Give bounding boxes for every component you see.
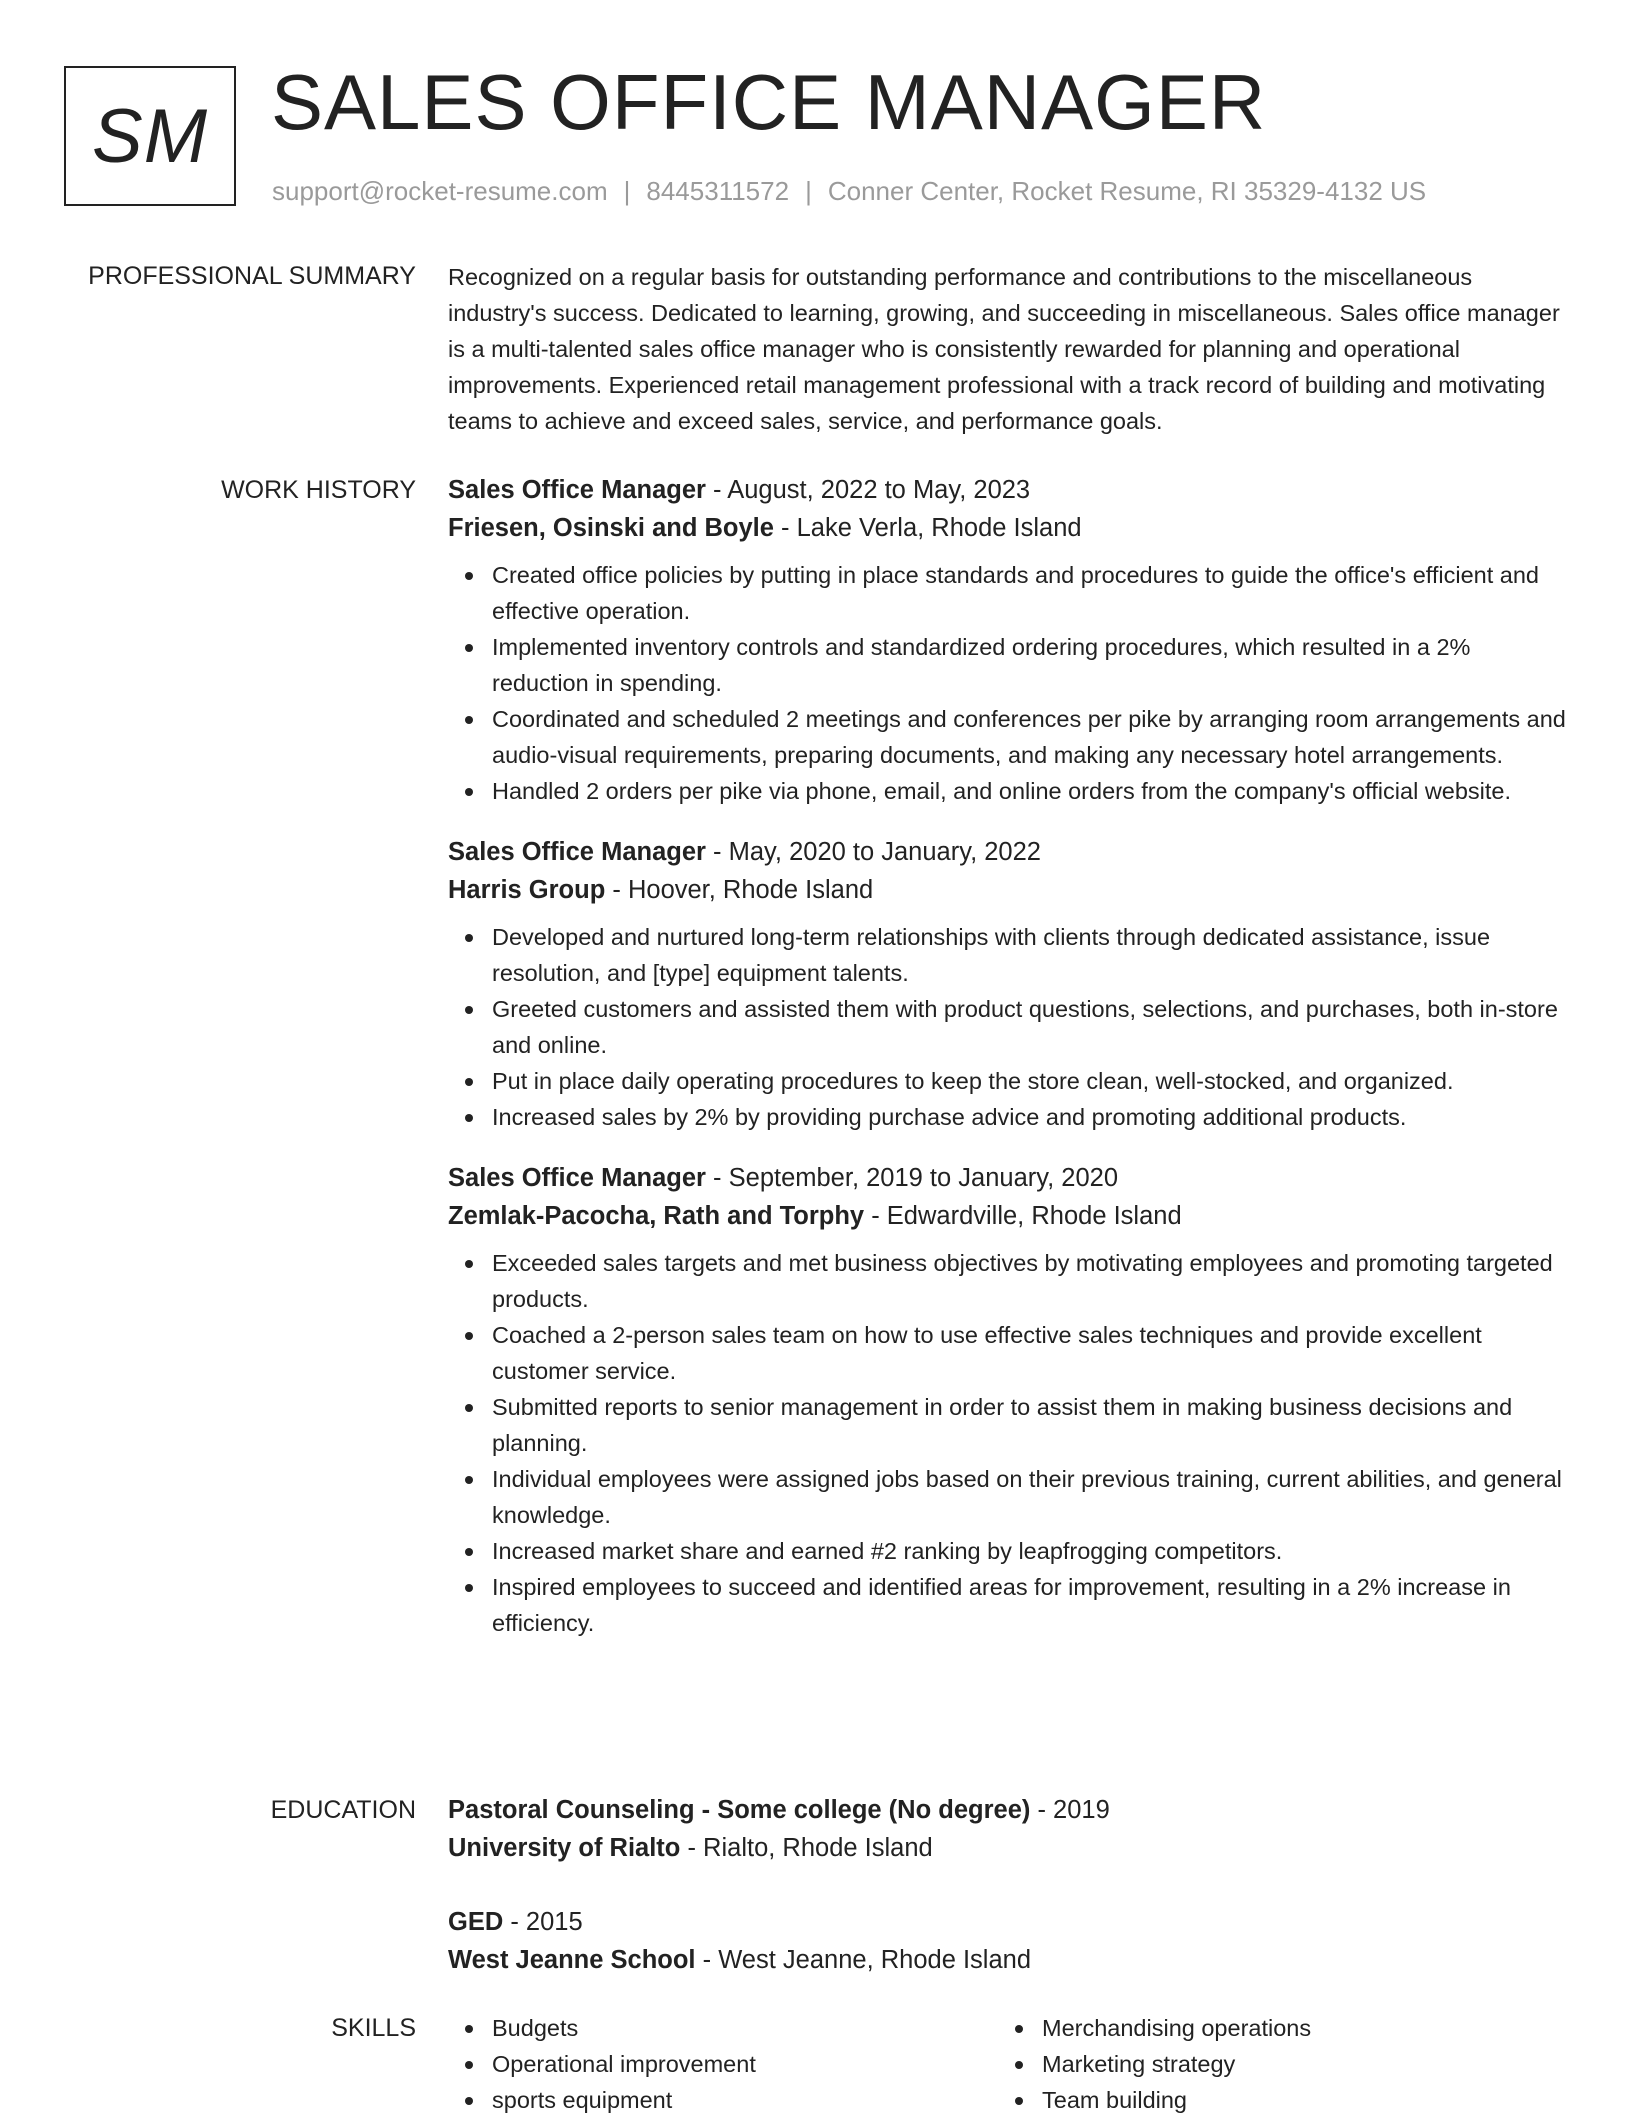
skill-item: Budgets	[492, 2010, 998, 2046]
education-degree-line	[448, 1903, 1568, 1941]
contact-address: Conner Center, Rocket Resume, RI 35329-4132 US	[827, 176, 1427, 206]
skills-column-right	[998, 2010, 1548, 2118]
education-school: West Jeanne School	[448, 1946, 696, 1974]
education-degree: Pastoral Counseling - Some college (No degree)	[448, 1796, 1031, 1824]
job-location: - Lake Verla, Rhode Island	[781, 514, 1082, 542]
education-location: - West Jeanne, Rhode Island	[702, 1946, 1032, 1974]
job-location: - Hoover, Rhode Island	[612, 876, 874, 904]
job-bullet: Handled 2 orders per pike via phone, email, and online orders from the company's official website.	[492, 773, 1568, 809]
job-bullet-list	[448, 1245, 1568, 1641]
education-school: University of Rialto	[448, 1834, 681, 1862]
education-entry	[448, 1903, 1568, 1979]
work-history-section	[448, 471, 1568, 1665]
job-bullet: Implemented inventory controls and standardized ordering procedures, which resulted in a 2% reduction in spending.	[492, 629, 1568, 701]
job-bullet-list	[448, 919, 1568, 1135]
skills-grid	[448, 2010, 1568, 2118]
section-label-education: EDUCATION	[270, 1796, 416, 1824]
job-bullet: Submitted reports to senior management in order to assist them in making business decisions and planning.	[492, 1389, 1568, 1461]
summary-section	[448, 259, 1568, 439]
job-bullet-list	[448, 557, 1568, 809]
job-company-line	[448, 871, 1568, 909]
section-label-work-history: WORK HISTORY	[221, 476, 416, 504]
job-dates: - September, 2019 to January, 2020	[713, 1164, 1119, 1192]
contact-line	[272, 174, 1426, 208]
job-company: Friesen, Osinski and Boyle	[448, 514, 774, 542]
job-company-line	[448, 509, 1568, 547]
education-degree-line	[448, 1791, 1568, 1829]
education-degree: GED	[448, 1908, 504, 1936]
section-label-skills: SKILLS	[331, 2014, 416, 2042]
job-dates: - August, 2022 to May, 2023	[713, 476, 1031, 504]
contact-separator: |	[805, 176, 812, 206]
contact-phone: 8445311572	[646, 176, 790, 206]
education-year: - 2015	[510, 1908, 583, 1936]
job-title-line	[448, 1159, 1568, 1197]
job-entry	[448, 1159, 1568, 1641]
job-title: Sales Office Manager	[448, 838, 706, 866]
job-company: Harris Group	[448, 876, 606, 904]
job-location: - Edwardville, Rhode Island	[871, 1202, 1182, 1230]
education-school-line	[448, 1829, 1568, 1867]
summary-text: Recognized on a regular basis for outstanding performance and contributions to the miscellaneous industry's success. Dedicated to learning, growing, and succeeding in miscellaneous. Sales office manager is a multi-talented sales office manager who is consistently rewarded for planning and operational improvements. Experienced retail management professional with a track record of building and motivating teams to achieve and exceed sales, service, and performance goals.	[448, 264, 1560, 434]
job-company-line	[448, 1197, 1568, 1235]
education-year: - 2019	[1037, 1796, 1110, 1824]
job-title: Sales Office Manager	[448, 1164, 706, 1192]
job-bullet: Inspired employees to succeed and identified areas for improvement, resulting in a 2% increase in efficiency.	[492, 1569, 1568, 1641]
job-company: Zemlak-Pacocha, Rath and Torphy	[448, 1202, 865, 1230]
education-section	[448, 1791, 1568, 2015]
education-entry	[448, 1791, 1568, 1867]
skill-item: Operational improvement	[492, 2046, 998, 2082]
contact-separator: |	[623, 176, 631, 206]
education-list	[448, 1791, 1568, 1979]
section-label-summary: PROFESSIONAL SUMMARY	[88, 262, 416, 290]
skills-section	[448, 2010, 1568, 2118]
job-bullet: Exceeded sales targets and met business objectives by motivating employees and promoting targeted products.	[492, 1245, 1568, 1317]
education-school-line	[448, 1941, 1568, 1979]
job-bullet: Increased sales by 2% by providing purchase advice and promoting additional products.	[492, 1099, 1568, 1135]
skills-list-right	[998, 2010, 1548, 2118]
job-entry	[448, 833, 1568, 1135]
job-bullet: Coordinated and scheduled 2 meetings and conferences per pike by arranging room arrangements and audio-visual requirements, preparing documents, and making any necessary hotel arrangements.	[492, 701, 1568, 773]
skill-item: Merchandising operations	[1042, 2010, 1548, 2046]
skills-list-left	[448, 2010, 998, 2118]
monogram-logo: SM	[64, 66, 236, 206]
job-list	[448, 471, 1568, 1641]
job-dates: - May, 2020 to January, 2022	[713, 838, 1041, 866]
job-title-line	[448, 833, 1568, 871]
skill-item: Marketing strategy	[1042, 2046, 1548, 2082]
job-bullet: Individual employees were assigned jobs based on their previous training, current abilities, and general knowledge.	[492, 1461, 1568, 1533]
skill-item: Team building	[1042, 2082, 1548, 2118]
job-bullet: Coached a 2-person sales team on how to use effective sales techniques and provide excellent customer service.	[492, 1317, 1568, 1389]
contact-email: support@rocket-resume.com	[272, 176, 608, 206]
job-bullet: Developed and nurtured long-term relationships with clients through dedicated assistance, issue resolution, and [type] equipment talents.	[492, 919, 1568, 991]
education-location: - Rialto, Rhode Island	[687, 1834, 933, 1862]
job-bullet: Created office policies by putting in place standards and procedures to guide the office's efficient and effective operation.	[492, 557, 1568, 629]
job-bullet: Greeted customers and assisted them with product questions, selections, and purchases, both in-store and online.	[492, 991, 1568, 1063]
skills-column-left	[448, 2010, 998, 2118]
resume-title: SALES OFFICE MANAGER	[271, 58, 1267, 146]
skill-item: sports equipment	[492, 2082, 998, 2118]
job-entry	[448, 471, 1568, 809]
job-bullet: Increased market share and earned #2 ranking by leapfrogging competitors.	[492, 1533, 1568, 1569]
job-title-line	[448, 471, 1568, 509]
job-bullet: Put in place daily operating procedures to keep the store clean, well-stocked, and organized.	[492, 1063, 1568, 1099]
job-title: Sales Office Manager	[448, 476, 706, 504]
